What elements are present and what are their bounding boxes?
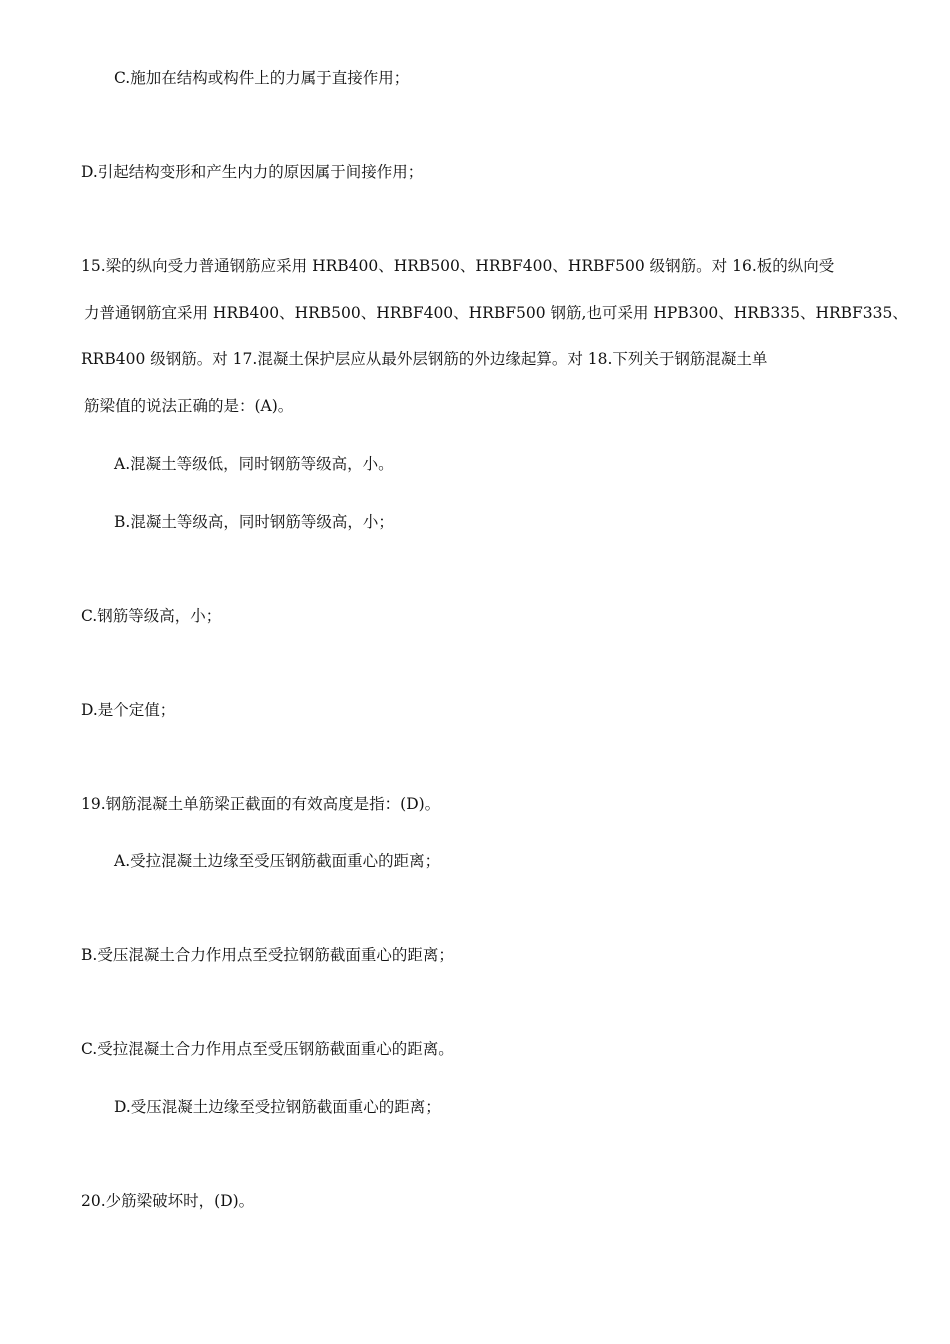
- option-d-q18: D.是个定值；: [81, 701, 176, 719]
- question-15-line-3: RRB400 级钢筋。对 17.混凝土保护层应从最外层钢筋的外边缘起算。对 18.下列关于钢筋混凝土单: [81, 350, 768, 368]
- question-20: 20.少筋梁破坏时，(D)。: [81, 1192, 255, 1210]
- option-d-q14: D.引起结构变形和产生内力的原因属于间接作用；: [81, 163, 424, 181]
- option-a-q18: A.混凝土等级低，同时钢筋等级高，小。: [114, 455, 394, 473]
- option-c-q19: C.受拉混凝土合力作用点至受压钢筋截面重心的距离。: [81, 1040, 454, 1058]
- option-b-q19: B.受压混凝土合力作用点至受拉钢筋截面重心的距离；: [81, 946, 454, 964]
- option-b-q18: B.混凝土等级高，同时钢筋等级高，小；: [114, 513, 394, 531]
- question-19: 19.钢筋混凝土单筋梁正截面的有效高度是指：(D)。: [81, 795, 441, 813]
- question-18-stem: 筋梁值的说法正确的是：(A)。: [84, 397, 294, 415]
- question-15-line-1: 15.梁的纵向受力普通钢筋应采用 HRB400、HRB500、HRBF400、HRBF500 级钢筋。对 16.板的纵向受: [81, 257, 835, 275]
- option-d-q19: D.受压混凝土边缘至受拉钢筋截面重心的距离；: [114, 1098, 441, 1116]
- question-15-line-2: 力普通钢筋宜采用 HRB400、HRB500、HRBF400、HRBF500 钢筋,也可采用 HPB300、HRB335、HRBF335、: [84, 304, 908, 322]
- option-c-q14: C.施加在结构或构件上的力属于直接作用；: [114, 69, 410, 87]
- option-a-q19: A.受拉混凝土边缘至受压钢筋截面重心的距离；: [114, 852, 441, 870]
- option-c-q18: C.钢筋等级高，小；: [81, 607, 222, 625]
